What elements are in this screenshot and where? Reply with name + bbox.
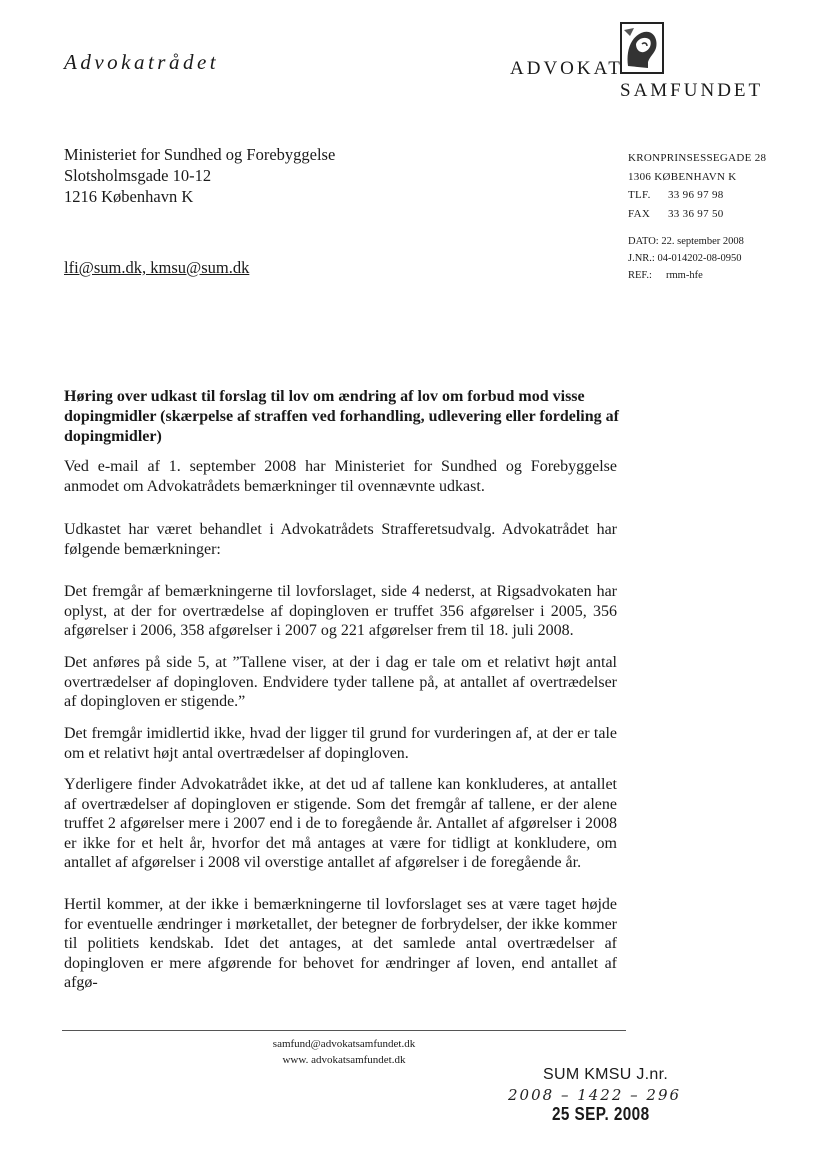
recipient-email-link[interactable]: lfi@sum.dk, kmsu@sum.dk (64, 258, 250, 277)
paragraph-1: Ved e-mail af 1. september 2008 har Ministeriet for Sundhed og Forebyggelse anmodet om Advokatrådets bemærkninger til ovennævnte udkast. (64, 458, 617, 495)
receipt-stamp-handwritten-number: 2008 – 1422 – 296 (508, 1086, 682, 1104)
receipt-stamp-header: SUM KMSU J.nr. (543, 1066, 669, 1083)
logo-word-advokat: ADVOKAT (510, 58, 623, 79)
sender-fax (628, 205, 766, 224)
letter-metadata (628, 233, 744, 284)
paragraph-3: Det fremgår af bemærkningerne til lovforslaget, side 4 nederst, at Rigsadvokaten har oplyst, at der for overtrædelse af dopingloven er truffet 356 afgørelser i 2005, 356 afgørelser i 2006, 358 afgørelser i 2007 og 221 afgørelser frem til 18. juli 2008. (64, 583, 617, 640)
sender-address (628, 149, 766, 223)
recipient-street: Slotsholmsgade 10-12 (64, 166, 212, 185)
paragraph-6: Yderligere finder Advokatrådet ikke, at det ud af tallene kan konkluderes, at antallet af overtrædelser af dopingloven er stigende. Som det fremgår af tallene, er der alene truffet 2 afgørelser mere i 2007 end i de to foregående år. Antallet af afgørelser i 2008 er ikke for et helt år, hvorfor det må antages at være for tidligt at konkludere, om antallet af afgørelser i 2008 vil overstige antallet af afgørelser i de foregående år. (64, 776, 617, 872)
fax-value: 33 36 97 50 (668, 207, 724, 220)
paragraph-2: Udkastet har været behandlet i Advokatrådets Strafferetsudvalg. Advokatrådet har følgende bemærkninger: (64, 521, 617, 558)
footer-email: samfund@advokatsamfundet.dk (272, 1038, 416, 1050)
recipient-city: 1216 København K (64, 187, 194, 206)
reference-label: REF.: (628, 270, 652, 281)
paragraph-4: Det anføres på side 5, at ”Tallene viser, at der i dag er tale om et relativt højt antal overtrædelser af dopingloven. Endvidere tyder tallene på, at antallet af overtrædelser af dopingloven er stigende.” (64, 654, 617, 711)
journal-row (628, 250, 744, 267)
recipient-name: Ministeriet for Sundhed og Forebyggelse (64, 145, 336, 164)
footer (200, 1036, 488, 1068)
logo-word-samfundet: SAMFUNDET (620, 80, 764, 101)
footer-divider (62, 1030, 626, 1031)
phone-value: 33 96 97 98 (668, 189, 724, 201)
date-row (628, 233, 744, 250)
advokatsamfundet-emblem-icon (620, 22, 664, 74)
sender-phone (628, 186, 766, 205)
recipient-address (64, 144, 335, 207)
letter-subject: Høring over udkast til forslag til lov om ændring af lov om forbud mod visse dopingmidler (skærpelse af straffen ved forhandling, udlevering eller fordeling af dopingmidler) (64, 388, 619, 445)
journal-value: 04-014202-08-0950 (657, 253, 742, 264)
letterhead-title: Advokatrådet (64, 50, 220, 74)
date-value: 22. september 2008 (661, 236, 744, 247)
paragraph-7: Hertil kommer, at der ikke i bemærkningerne til lovforslaget ses at være taget højde for eventuelle ændringer i mørketallet, der betegner de forbrydelser, der ikke kommer til politiets kendskab. Idet det antages, at det samlede antal overtrædelser af dopingloven er mere afgørende for behovet for ændringer af loven, end antallet af afgø- (64, 896, 617, 992)
sender-city: 1306 KØBENHAVN K (628, 170, 737, 183)
fax-label: FAX (628, 207, 651, 220)
paragraph-5: Det fremgår imidlertid ikke, hvad der ligger til grund for vurderingen af, at der er tale om et relativt højt antal overtrædelser af dopingloven. (64, 725, 617, 762)
receipt-stamp-date: 25 SEP. 2008 (552, 1104, 650, 1124)
date-label: DATO: (628, 236, 659, 247)
journal-label: J.NR.: (628, 253, 655, 264)
sender-street: KRONPRINSESSEGADE 28 (628, 152, 767, 164)
reference-row (628, 267, 744, 284)
footer-website: www. advokatsamfundet.dk (282, 1054, 406, 1066)
reference-value: rmm-hfe (666, 270, 703, 281)
phone-label: TLF. (628, 189, 651, 201)
